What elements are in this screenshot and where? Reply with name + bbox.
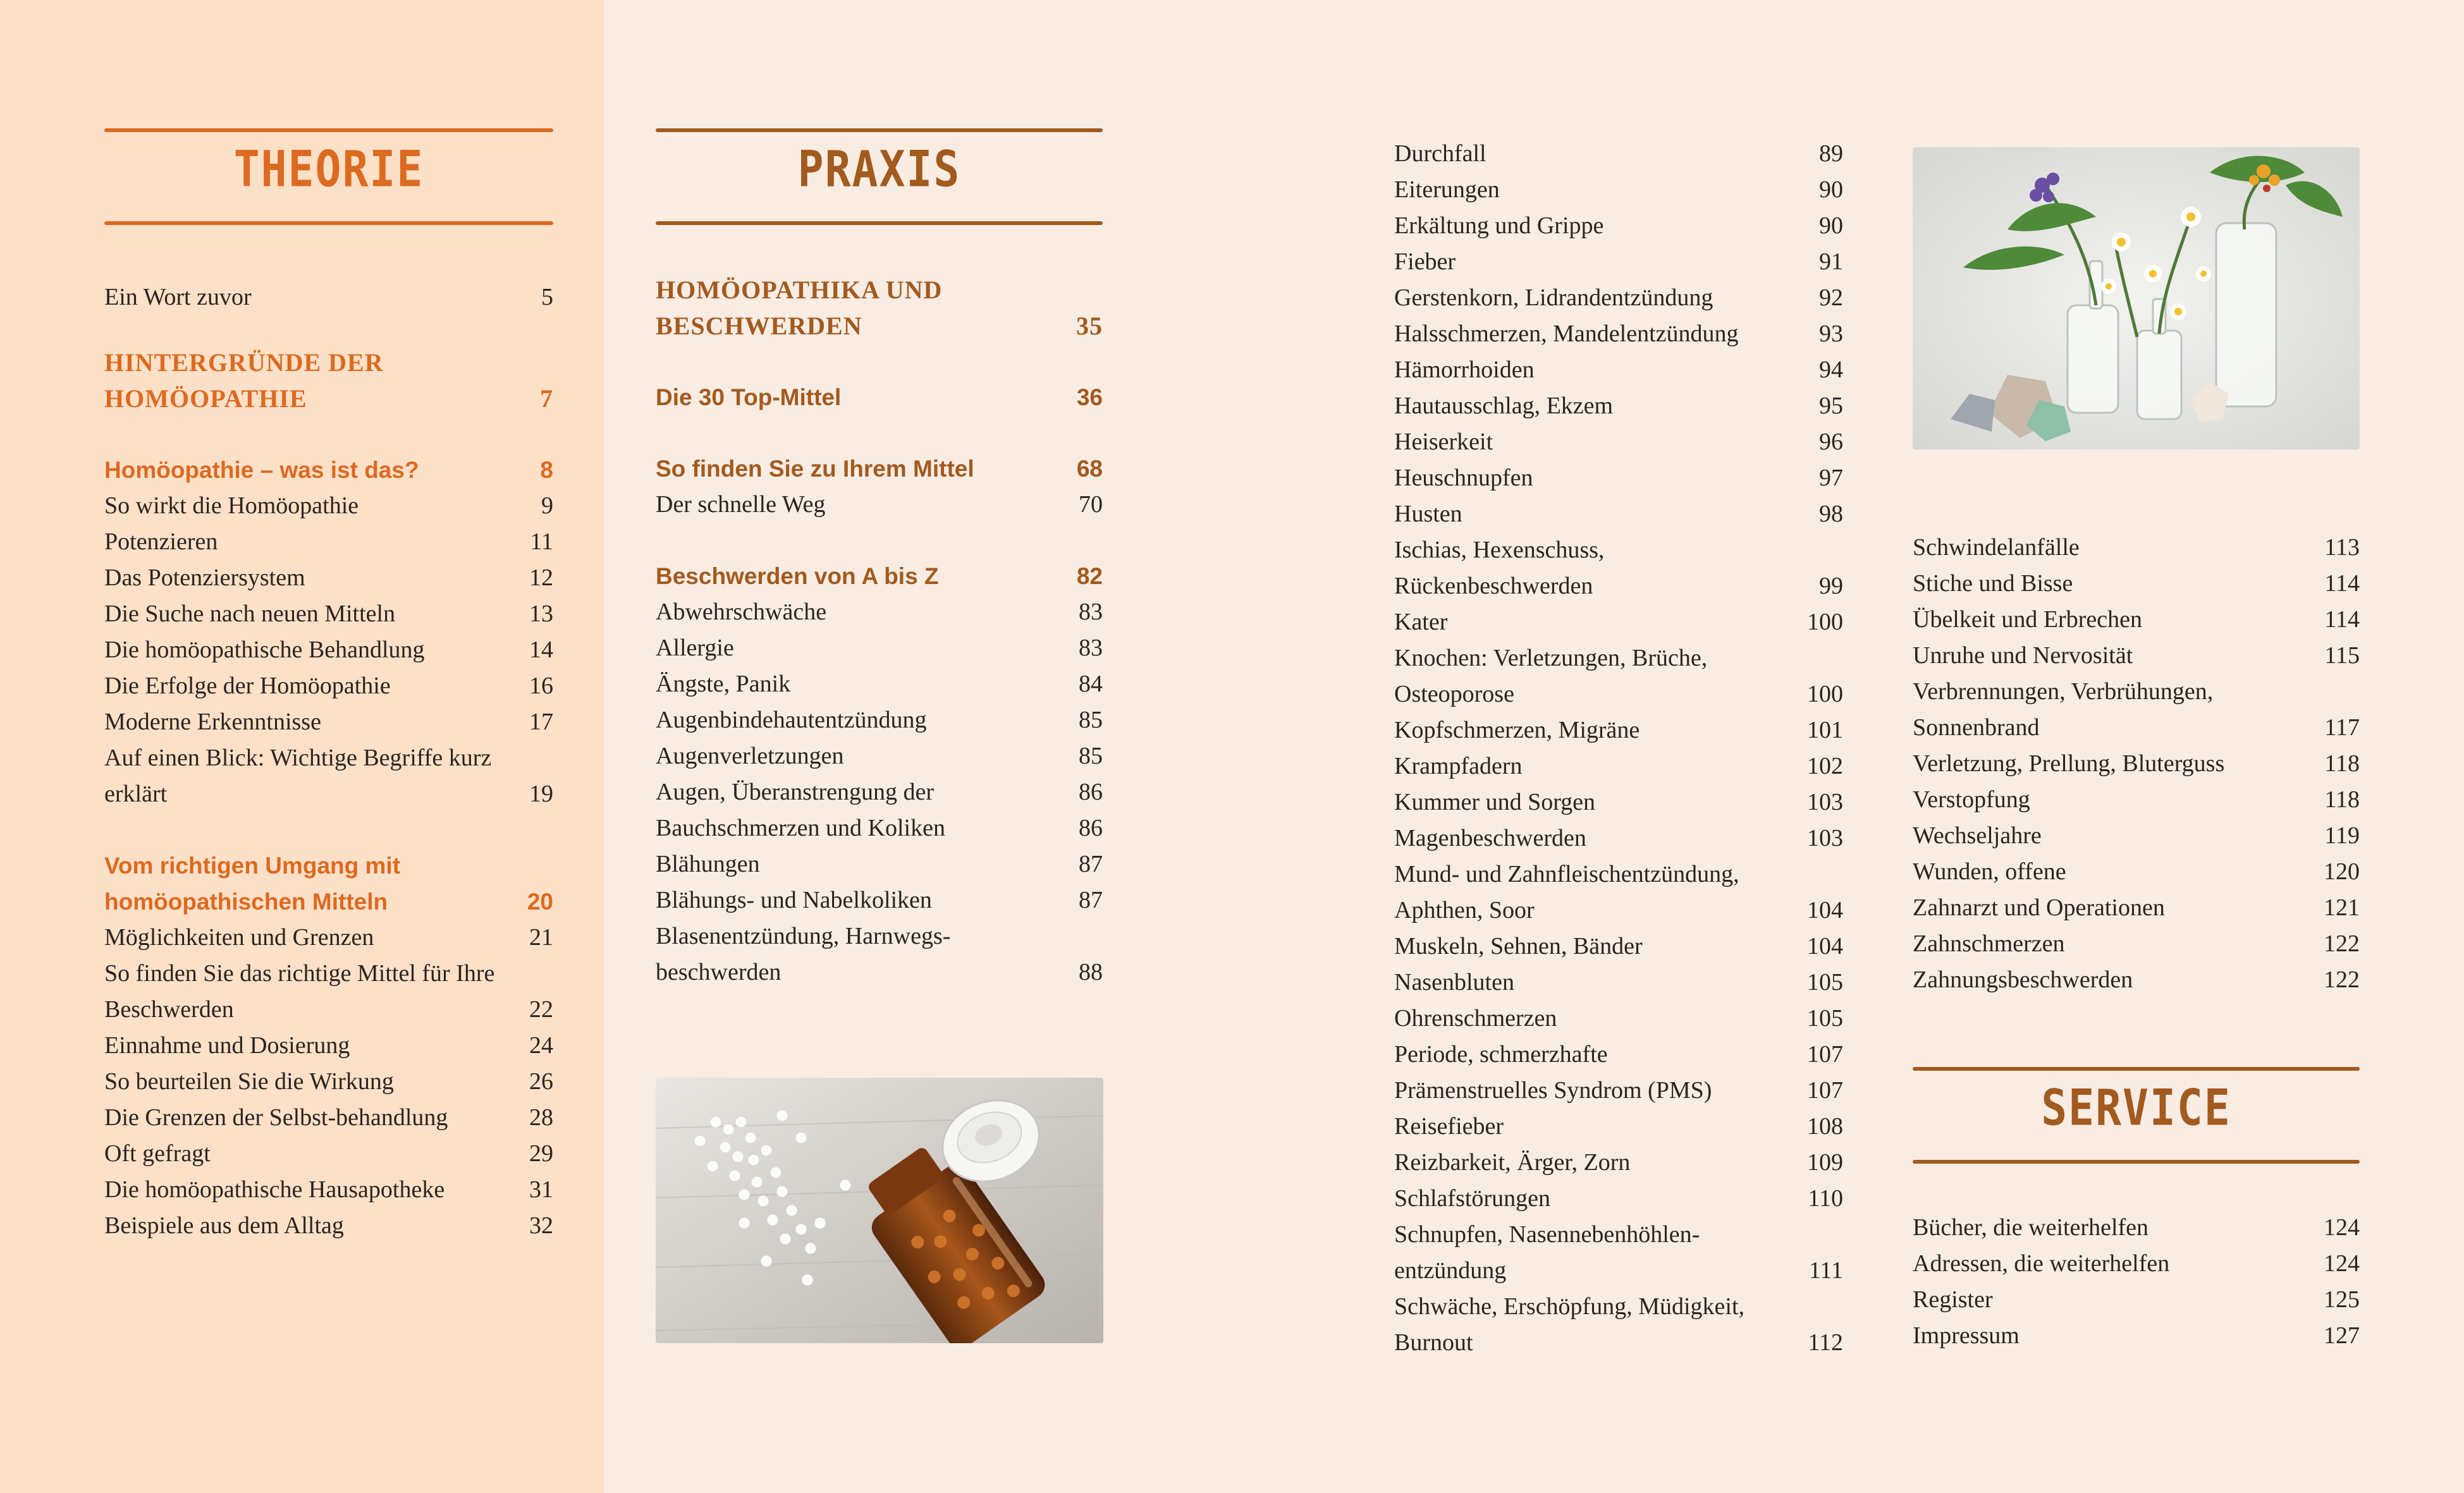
- toc-entry-page: 95: [1819, 393, 1843, 419]
- toc-entry-title: Verbrennungen, Verbrühungen, Sonnenbrand: [1913, 678, 2214, 741]
- toc-entry-title: Reizbarkeit, Ärger, Zorn: [1394, 1149, 1631, 1176]
- toc-entry-page: 115: [2324, 642, 2360, 669]
- toc-entry-page: 108: [1807, 1113, 1843, 1140]
- toc-entry-page: 124: [2324, 1250, 2360, 1277]
- toc-entry: [1913, 1210, 2360, 1246]
- toc-entry: [1394, 640, 1843, 712]
- toc-entry-page: 85: [1079, 743, 1103, 769]
- toc-entry-page: 121: [2324, 894, 2360, 921]
- toc-entry-title: Homöopathie – was ist das?: [104, 457, 419, 483]
- toc-entry: [1394, 1073, 1843, 1109]
- toc-entry-title: Auf einen Blick: Wichtige Begriffe kurz erklärt: [104, 745, 492, 807]
- toc-entry-title: Hautausschlag, Ekzem: [1394, 393, 1614, 419]
- toc-entry: [1394, 856, 1843, 929]
- toc-entry-page: 22: [529, 996, 553, 1023]
- toc-entry-page: 114: [2324, 570, 2360, 597]
- toc-entry-page: 86: [1079, 815, 1103, 841]
- toc-entry: [104, 848, 553, 920]
- toc-entry-title: Magenbeschwerden: [1394, 825, 1586, 851]
- toc-entry-title: Heiserkeit: [1394, 429, 1493, 455]
- toc-entry-page: 70: [1079, 491, 1103, 518]
- toc-entry: [656, 738, 1103, 774]
- toc-entry-page: 36: [1076, 384, 1103, 410]
- flowers-vials-image: [1913, 147, 2360, 449]
- toc-entry-page: 90: [1819, 176, 1843, 203]
- toc-entry-page: 105: [1807, 969, 1843, 996]
- toc-entry-title: Augen, Überanstrengung der: [656, 779, 935, 805]
- toc-entry-title: Schwäche, Erschöpfung, Müdigkeit, Burnout: [1394, 1293, 1745, 1356]
- toc-entry-page: 8: [540, 457, 553, 483]
- toc-entry-title: Prämenstruelles Syndrom (PMS): [1394, 1077, 1712, 1104]
- toc-entry-page: 103: [1807, 789, 1843, 815]
- toc-entry-title: Eiterungen: [1394, 176, 1500, 203]
- service-bottom-rule: [1913, 1160, 2360, 1164]
- toc-entry-page: 14: [529, 637, 553, 663]
- toc-entry: [1394, 316, 1843, 352]
- toc-entry-title: So finden Sie das richtige Mittel für Ihre Beschwerden: [104, 960, 495, 1023]
- toc-entry-title: Die homöopathische Behandlung: [104, 637, 425, 663]
- toc-entry: [104, 560, 553, 596]
- toc-entry: [1394, 929, 1843, 965]
- toc-entry-title: Die Suche nach neuen Mitteln: [104, 600, 396, 627]
- toc-entry-title: Die Grenzen der Selbst-behandlung: [104, 1104, 448, 1131]
- toc-entry-title: Gerstenkorn, Lidrandentzündung: [1394, 284, 1713, 311]
- toc-entry: [1913, 926, 2360, 962]
- toc-entry-page: 107: [1807, 1041, 1843, 1068]
- toc-entry: [1913, 530, 2360, 566]
- toc-entry: [656, 272, 1103, 344]
- toc-entry: [1913, 818, 2360, 854]
- toc-entry: [1394, 280, 1843, 316]
- toc-entry-page: 92: [1819, 284, 1843, 311]
- toc-entry: [1394, 244, 1843, 280]
- toc-entry: [1394, 1037, 1843, 1073]
- toc-entry: [1394, 1289, 1843, 1361]
- toc-entry-page: 100: [1807, 609, 1843, 635]
- toc-entry-page: 17: [529, 709, 553, 735]
- toc-entry: [1394, 965, 1843, 1001]
- toc-entry-title: Augenverletzungen: [656, 743, 844, 769]
- toc-entry-title: Blasenentzündung, Harnwegs-beschwerden: [656, 923, 951, 985]
- toc-entry-page: 83: [1079, 599, 1103, 625]
- toc-entry-page: 93: [1819, 320, 1843, 347]
- toc-entry-title: Vom richtigen Umgang mit homöopathischen Mitteln: [104, 853, 401, 915]
- toc-entry: [1394, 1001, 1843, 1037]
- toc-entry-page: 113: [2324, 534, 2360, 561]
- toc-entry-title: Husten: [1394, 501, 1462, 527]
- toc-entry: [1394, 748, 1843, 784]
- toc-entry-title: Erkältung und Grippe: [1394, 212, 1604, 239]
- toc-entry-title: Zahnungsbeschwerden: [1913, 966, 2133, 993]
- toc-entry-title: Schwindelanfälle: [1913, 534, 2080, 561]
- toc-entry-title: Halsschmerzen, Mandelentzündung: [1394, 320, 1739, 347]
- toc-entry: [1394, 388, 1843, 424]
- toc-entry: [1394, 424, 1843, 460]
- toc-entry: [656, 882, 1103, 918]
- toc-entry: [1913, 638, 2360, 674]
- toc-entry-title: Verstopfung: [1913, 786, 2030, 813]
- toc-entry-title: Verletzung, Prellung, Bluterguss: [1913, 750, 2225, 777]
- toc-entry-page: 31: [529, 1176, 553, 1203]
- toc-entry: [1394, 460, 1843, 496]
- toc-entry: [656, 558, 1103, 594]
- toc-entry-page: 97: [1819, 465, 1843, 491]
- toc-entry: [1394, 1145, 1843, 1181]
- toc-entry: [1394, 1181, 1843, 1217]
- toc-entry-page: 94: [1819, 356, 1843, 383]
- toc-entry: [1913, 746, 2360, 782]
- toc-entry-title: Hämorrhoiden: [1394, 356, 1535, 383]
- service-heading: SERVICE: [2041, 1080, 2231, 1137]
- toc-entry-page: 109: [1807, 1149, 1843, 1176]
- toc-entry: [656, 918, 1103, 990]
- toc-entry: [104, 452, 553, 488]
- toc-entry-title: Beschwerden von A bis Z: [656, 563, 939, 589]
- toc-entry: [104, 279, 553, 315]
- toc-entry-title: Nasenbluten: [1394, 969, 1514, 996]
- toc-entry: [1394, 604, 1843, 640]
- toc-entry-title: Ischias, Hexenschuss, Rückenbeschwerden: [1394, 537, 1605, 599]
- toc-entry-page: 117: [2324, 714, 2360, 741]
- toc-entry: [1394, 820, 1843, 856]
- toc-entry: [1394, 496, 1843, 532]
- toc-entry-page: 114: [2324, 606, 2360, 633]
- toc-entry: [1913, 566, 2360, 602]
- toc-entry: [656, 379, 1103, 415]
- toc-entry-page: 122: [2324, 930, 2360, 957]
- toc-entry-page: 101: [1807, 717, 1843, 743]
- toc-entry: [104, 956, 553, 1028]
- toc-entry: [1394, 136, 1843, 172]
- toc-entry-title: Fieber: [1394, 248, 1456, 275]
- toc-entry-title: Schlafstörungen: [1394, 1185, 1550, 1212]
- toc-entry-page: 98: [1819, 501, 1843, 527]
- toc-entry-page: 85: [1079, 707, 1103, 733]
- toc-entry-page: 118: [2324, 750, 2360, 777]
- toc-entry-title: HINTERGRÜNDE DER HOMÖOPATHIE: [104, 348, 384, 413]
- toc-entry: [656, 846, 1103, 882]
- flowers-vials-photo: [1913, 147, 2360, 449]
- toc-entry-page: 111: [1808, 1257, 1843, 1284]
- toc-entry-title: Beispiele aus dem Alltag: [104, 1212, 344, 1239]
- toc-entry-page: 29: [529, 1140, 553, 1167]
- toc-entry-title: Augenbindehautentzündung: [656, 707, 927, 733]
- toc-entry: [104, 920, 553, 956]
- toc-entry: [656, 666, 1103, 702]
- toc-entry-page: 119: [2324, 822, 2360, 849]
- toc-entry: [1913, 890, 2360, 926]
- toc-entry-page: 99: [1819, 573, 1843, 599]
- praxis-entry-list: [656, 272, 1103, 990]
- toc-entry-page: 84: [1079, 671, 1103, 697]
- toc-entry-page: 87: [1079, 887, 1103, 913]
- toc-entry: [104, 1028, 553, 1064]
- toc-entry-title: Die Erfolge der Homöopathie: [104, 673, 391, 699]
- beschwerden-list-4: [1913, 530, 2360, 998]
- toc-entry-page: 28: [529, 1104, 553, 1131]
- toc-entry-title: Adressen, die weiterhelfen: [1913, 1250, 2170, 1277]
- toc-entry-page: 24: [529, 1032, 553, 1059]
- toc-entry-page: 120: [2324, 858, 2360, 885]
- toc-entry-title: Heuschnupfen: [1394, 465, 1533, 491]
- toc-entry: [1394, 208, 1843, 244]
- toc-entry-page: 90: [1819, 212, 1843, 239]
- toc-entry-title: So finden Sie zu Ihrem Mittel: [656, 456, 974, 482]
- toc-entry: [104, 488, 553, 524]
- toc-entry-page: 19: [529, 781, 553, 807]
- service-entry-list: [1913, 1210, 2360, 1354]
- toc-entry-page: 87: [1079, 851, 1103, 877]
- toc-entry-page: 107: [1807, 1077, 1843, 1104]
- toc-entry-title: Kummer und Sorgen: [1394, 789, 1596, 815]
- toc-entry-page: 21: [529, 924, 553, 951]
- toc-entry: [104, 1136, 553, 1172]
- toc-entry-title: So beurteilen Sie die Wirkung: [104, 1068, 394, 1095]
- toc-entry: [1394, 1217, 1843, 1289]
- toc-entry-title: Bücher, die weiterhelfen: [1913, 1214, 2149, 1241]
- praxis-heading: PRAXIS: [797, 141, 961, 198]
- toc-entry-title: HOMÖOPATHIKA UND BESCHWERDEN: [656, 276, 943, 340]
- toc-entry-title: Das Potenziersystem: [104, 564, 305, 591]
- toc-entry-title: So wirkt die Homöopathie: [104, 492, 359, 519]
- toc-entry-title: Wechseljahre: [1913, 822, 2042, 849]
- theorie-entry-list: [104, 279, 553, 1244]
- toc-entry-title: Muskeln, Sehnen, Bänder: [1394, 933, 1643, 960]
- toc-entry: [656, 594, 1103, 630]
- toc-entry: [1394, 784, 1843, 820]
- toc-entry-page: 100: [1807, 681, 1843, 707]
- toc-entry-title: Übelkeit und Erbrechen: [1913, 606, 2142, 633]
- toc-entry-title: Ohrenschmerzen: [1394, 1005, 1557, 1032]
- toc-entry: [104, 1064, 553, 1100]
- toc-entry-title: Krampfadern: [1394, 753, 1523, 779]
- toc-entry-page: 104: [1807, 933, 1843, 960]
- toc-entry-page: 83: [1079, 635, 1103, 661]
- toc-entry-page: 32: [529, 1212, 553, 1239]
- toc-entry: [1394, 1109, 1843, 1145]
- toc-entry-title: Bauchschmerzen und Koliken: [656, 815, 945, 841]
- toc-entry-title: Register: [1913, 1286, 1993, 1313]
- toc-entry-title: Der schnelle Weg: [656, 491, 826, 518]
- toc-entry-page: 105: [1807, 1005, 1843, 1032]
- toc-entry-page: 124: [2324, 1214, 2360, 1241]
- toc-entry-page: 104: [1807, 897, 1843, 923]
- service-top-rule: [1913, 1067, 2360, 1071]
- toc-entry-title: Allergie: [656, 635, 734, 661]
- toc-entry-title: Zahnschmerzen: [1913, 930, 2065, 957]
- globules-bottle-photo: [656, 1078, 1103, 1343]
- toc-entry-title: Wunden, offene: [1913, 858, 2066, 885]
- toc-entry-page: 20: [527, 889, 553, 915]
- toc-entry: [1913, 1318, 2360, 1354]
- toc-entry-title: Stiche und Bisse: [1913, 570, 2073, 597]
- toc-entry: [1913, 854, 2360, 890]
- toc-entry: [1913, 782, 2360, 818]
- toc-entry-page: 122: [2324, 966, 2360, 993]
- toc-entry-title: Periode, schmerzhafte: [1394, 1041, 1608, 1068]
- toc-entry-page: 13: [529, 600, 553, 627]
- toc-entry: [104, 344, 553, 417]
- toc-entry-page: 16: [529, 673, 553, 699]
- toc-entry: [104, 668, 553, 704]
- toc-entry: [1394, 712, 1843, 748]
- toc-entry-page: 12: [529, 564, 553, 591]
- toc-entry: [656, 451, 1103, 487]
- toc-entry: [656, 487, 1103, 523]
- toc-entry: [656, 630, 1103, 666]
- toc-entry-title: Zahnarzt und Operationen: [1913, 894, 2165, 921]
- toc-entry-page: 89: [1819, 140, 1843, 167]
- toc-entry: [1394, 172, 1843, 208]
- toc-entry: [104, 740, 553, 812]
- toc-entry-title: Impressum: [1913, 1322, 2020, 1349]
- globules-bottle-image: [656, 1078, 1103, 1343]
- theorie-top-rule: [104, 128, 553, 132]
- toc-entry-title: Ängste, Panik: [656, 671, 791, 697]
- toc-entry-title: Schnupfen, Nasennebenhöhlen-entzündung: [1394, 1221, 1700, 1284]
- toc-entry-title: Die homöopathische Hausapotheke: [104, 1176, 445, 1203]
- toc-entry: [1394, 532, 1843, 604]
- toc-entry-page: 118: [2324, 786, 2360, 813]
- toc-entry-page: 127: [2324, 1322, 2360, 1349]
- toc-entry-page: 112: [1808, 1329, 1843, 1356]
- praxis-bottom-rule: [656, 221, 1103, 225]
- toc-entry-title: Mund- und Zahnfleischentzündung, Aphthen, Soor: [1394, 861, 1739, 923]
- toc-entry-title: Oft gefragt: [104, 1140, 211, 1167]
- toc-entry-title: Abwehrschwäche: [656, 599, 827, 625]
- toc-entry-title: Unruhe und Nervosität: [1913, 642, 2133, 669]
- toc-entry: [1913, 602, 2360, 638]
- toc-entry: [656, 702, 1103, 738]
- toc-entry-page: 11: [530, 528, 553, 555]
- toc-entry-title: Möglichkeiten und Grenzen: [104, 924, 374, 951]
- toc-entry: [1913, 962, 2360, 998]
- toc-entry-page: 7: [540, 384, 553, 413]
- toc-entry: [656, 810, 1103, 846]
- toc-entry-title: Einnahme und Dosierung: [104, 1032, 350, 1059]
- toc-entry: [1913, 1282, 2360, 1318]
- toc-entry-title: Knochen: Verletzungen, Brüche, Osteoporose: [1394, 645, 1708, 707]
- toc-entry-page: 125: [2324, 1286, 2360, 1313]
- toc-entry-title: Durchfall: [1394, 140, 1486, 167]
- toc-entry: [104, 596, 553, 632]
- toc-entry-title: Ein Wort zuvor: [104, 284, 252, 310]
- theorie-bottom-rule: [104, 221, 553, 225]
- toc-entry: [104, 704, 553, 740]
- toc-entry-page: 26: [529, 1068, 553, 1095]
- toc-entry-title: Kater: [1394, 609, 1448, 635]
- toc-entry-title: Reisefieber: [1394, 1113, 1504, 1140]
- toc-entry-page: 86: [1079, 779, 1103, 805]
- toc-entry: [1913, 674, 2360, 746]
- toc-entry-page: 5: [541, 284, 553, 310]
- toc-entry: [104, 524, 553, 560]
- toc-entry-title: Kopfschmerzen, Migräne: [1394, 717, 1640, 743]
- beschwerden-list-3: [1394, 136, 1843, 1361]
- toc-entry-page: 88: [1079, 959, 1103, 985]
- toc-entry-page: 82: [1076, 563, 1103, 589]
- toc-entry-page: 102: [1807, 753, 1843, 779]
- toc-entry-page: 91: [1819, 248, 1843, 275]
- toc-entry-page: 110: [1808, 1185, 1843, 1212]
- toc-entry-page: 96: [1819, 429, 1843, 455]
- theorie-heading: THEORIE: [233, 141, 424, 198]
- toc-entry-title: Blähungen: [656, 851, 760, 877]
- toc-entry: [104, 632, 553, 668]
- toc-entry-page: 68: [1076, 456, 1103, 482]
- toc-entry: [1394, 352, 1843, 388]
- praxis-top-rule: [656, 128, 1103, 132]
- toc-entry-page: 103: [1807, 825, 1843, 851]
- toc-entry-page: 35: [1076, 312, 1103, 340]
- toc-entry: [104, 1208, 553, 1244]
- toc-entry: [656, 774, 1103, 810]
- toc-entry-title: Potenzieren: [104, 528, 218, 555]
- toc-entry-title: Die 30 Top-Mittel: [656, 384, 842, 410]
- toc-entry: [1913, 1246, 2360, 1282]
- toc-entry-title: Blähungs- und Nabelkoliken: [656, 887, 932, 913]
- toc-entry-title: Moderne Erkenntnisse: [104, 709, 321, 735]
- toc-entry: [104, 1100, 553, 1136]
- toc-entry-page: 9: [541, 492, 553, 519]
- toc-entry: [104, 1172, 553, 1208]
